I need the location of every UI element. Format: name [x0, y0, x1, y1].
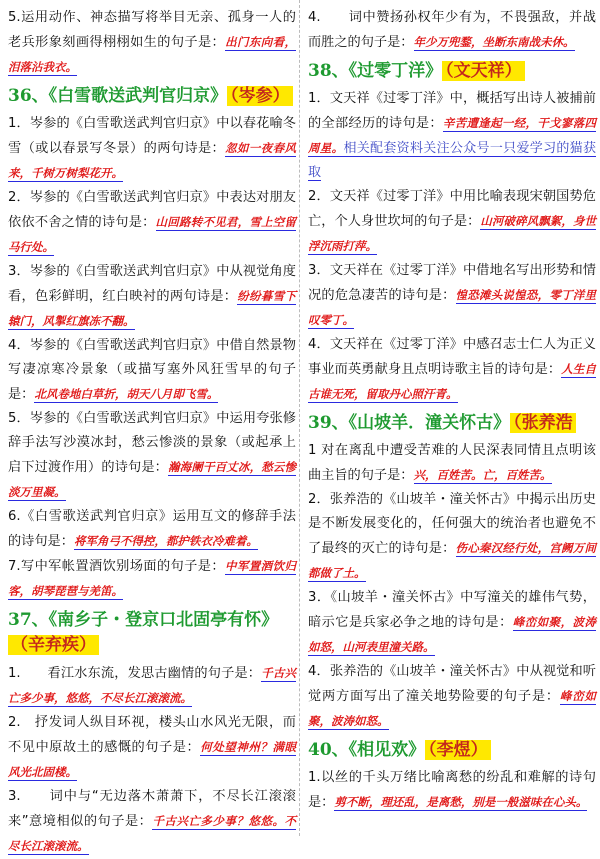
question-text: 4．岑参的《白雪歌送武判官归京》中借自然景物写凄凉寒冷景象（或描写塞外风狂雪早的句子是：: [8, 338, 296, 402]
section-number: 39、: [308, 413, 349, 433]
answer-text: 峰峦如聚，波涛如怒，山河表里潼关路。: [308, 615, 597, 654]
question-item: [8, 711, 296, 785]
question-text: 3．文天祥在《过零丁洋》中借地名写出形势和情况的危急凄苦的诗句是：: [308, 263, 596, 303]
promo-text: 相关配套资料关注公众号一只爱学习的猫获取: [308, 141, 596, 180]
question-text: 2. 抒发词人纵目环视，楼头山水风光无限，而不见中原故土的感慨的句子是：: [8, 715, 296, 755]
answer-text: 剪不断，理还乱，是离愁，别是一般滋味在心头。: [334, 795, 588, 809]
question-item: [8, 661, 296, 711]
section-number: 38、: [308, 61, 349, 81]
question-text: 2．文天祥《过零丁洋》中用比喻表现宋朝国势危亡，个人身世坎坷的句子是：: [308, 189, 596, 229]
answer-text: 出门东向看，泪落沾我衣。: [8, 35, 296, 74]
question-item: [8, 260, 296, 334]
poem-author: （张养浩: [510, 413, 576, 433]
section-number: 36、: [8, 86, 49, 106]
question-item: [308, 333, 596, 407]
section-heading: [8, 608, 296, 658]
answer-text: 纷纷暮雪下辕门，风掣红旗冻不翻。: [8, 289, 296, 328]
poem-author: （辛弃疾）: [8, 635, 99, 655]
answer-text: 将军角弓不得控，都护铁衣冷难着。: [73, 534, 258, 548]
question-item: [308, 439, 596, 488]
poem-author: （文天祥）: [442, 61, 525, 81]
poem-title: 《山坡羊．潼关怀古》: [348, 413, 511, 433]
question-text: 2．岑参的《白雪歌送武判官归京》中表达对朋友依依不舍之情的诗句是：: [8, 190, 296, 230]
question-item: [308, 6, 596, 55]
poem-title: 《南乡子・登京口北固亭有怀》: [48, 610, 279, 630]
column-divider: [299, 0, 300, 836]
answer-text: 中军置酒饮归客，胡琴琵琶与羌笛。: [8, 559, 296, 598]
section-heading: [308, 411, 596, 436]
answer-text: 人生自古谁无死，留取丹心照汗青。: [308, 362, 596, 401]
question-text: 3．岑参的《白雪歌送武判官归京》中从视觉角度看，色彩鲜明，红白映衬的两句诗是：: [8, 264, 296, 304]
question-item: [8, 186, 296, 260]
poem-title: 《相见欢》: [348, 740, 426, 760]
question-item: [8, 334, 296, 407]
section-number: 40、: [308, 740, 349, 760]
answer-text: 山回路转不见君，雪上空留马行处。: [8, 215, 296, 254]
poem-author: （李煜）: [425, 740, 491, 760]
question-item: [308, 259, 596, 333]
answer-text: 峰峦如聚，波涛如怒。: [308, 689, 597, 728]
question-item: [8, 112, 296, 186]
question-item: [308, 660, 596, 734]
answer-text: 瀚海阑干百丈冰，愁云惨淡万里凝。: [8, 460, 297, 499]
left-column: [8, 6, 296, 859]
question-text: 7.写中军帐置酒饮别场面的句子是：: [8, 559, 225, 574]
question-text: 1 对在离乱中遭受苦难的人民深表同情且点明该曲主旨的句子是：: [308, 443, 596, 483]
question-item: [308, 488, 596, 586]
answer-text: 何处望神州？满眼风光北固楼。: [8, 740, 297, 779]
answer-text: 惶恐滩头说惶恐，零丁洋里叹零丁。: [308, 288, 596, 327]
poem-title: 《白雪歌送武判官归京》: [48, 86, 228, 106]
question-item: [8, 505, 296, 554]
question-item: [308, 87, 596, 185]
question-text: 3. 词中与“无边落木萧萧下，不尽长江滚滚来”意境相似的句子是：: [8, 789, 296, 829]
question-item: [8, 407, 296, 505]
question-item: [308, 586, 596, 660]
poem-title: 《过零丁洋》: [348, 61, 443, 81]
question-text: 5.运用动作、神态描写将举目无亲、孤身一人的老兵形象刻画得栩栩如生的句子是：: [8, 10, 296, 50]
question-item: [308, 185, 596, 259]
question-item: [308, 766, 596, 815]
section-heading: [308, 738, 596, 763]
section-heading: [8, 84, 296, 109]
question-text: 1．文天祥《过零丁洋》中，概括写出诗人被捕前的全部经历的诗句是：: [308, 91, 596, 131]
section-number: 37、: [8, 610, 49, 630]
answer-text: 伤心秦汉经行处，宫阙万间都做了土。: [308, 541, 596, 580]
question-text: 4．张养浩的《山坡羊・潼关怀古》中从视觉和听觉两方面写出了潼关地势险要的句子是：: [308, 664, 596, 704]
question-text: 4．文天祥在《过零丁洋》中感召志士仁人为正义事业而英勇献身且点明诗歌主旨的诗句是：: [308, 337, 596, 377]
answer-text: 北风卷地白草折，胡天八月即飞雪。: [34, 387, 219, 401]
answer-text: 兴，百姓苦。亡，百姓苦。: [413, 468, 552, 482]
question-item: [8, 6, 296, 80]
question-text: 1.以丝的千头万绪比喻离愁的纷乱和难解的诗句是：: [308, 770, 596, 810]
answer-text: 千古兴亡多少事？悠悠。不尽长江滚滚流。: [8, 814, 296, 853]
section-heading: [308, 59, 596, 84]
answer-text: 山河破碎风飘絮，身世浮沉雨打萍。: [308, 214, 597, 253]
question-text: 1．岑参的《白雪歌送武判官归京》中以春花喻冬雪（或以春景写冬景）的两句诗是：: [8, 116, 296, 156]
question-text: 6.《白雪歌送武判官归京》运用互文的修辞手法的诗句是：: [8, 509, 296, 549]
answer-text: 忽如一夜春风来，千树万树梨花开。: [8, 141, 296, 180]
question-text: 1. 看江水东流，发思古幽情的句子是：: [8, 666, 262, 681]
question-text: 4. 词中赞扬孙权年少有为，不畏强敌，并战而胜之的句子是：: [308, 10, 596, 50]
question-item: [8, 554, 296, 604]
answer-text: 辛苦遭逢起一经，干戈寥落四周星。: [308, 116, 597, 155]
poem-author: （岑参）: [227, 86, 293, 106]
question-text: 5．岑参的《白雪歌送武判官归京》中运用夸张修辞手法写沙漠冰封，愁云惨淡的景象（或起承上启下过渡作用）的诗句是：: [8, 411, 296, 475]
right-column: [308, 6, 596, 815]
answer-text: 千古兴亡多少事，悠悠，不尽长江滚滚流。: [8, 666, 296, 705]
answer-text: 年少万兜鍪，坐断东南战未休。: [413, 35, 575, 49]
question-item: [8, 785, 296, 859]
question-text: 2．张养浩的《山坡羊・潼关怀古》中揭示出历史是不断发展变化的，任何强大的统治者也避免不了最终的灭亡的诗句是：: [308, 492, 596, 556]
question-text: 3．《山坡羊・潼关怀古》中写潼关的雄伟气势，暗示它是兵家必争之地的诗句是：: [308, 590, 596, 630]
